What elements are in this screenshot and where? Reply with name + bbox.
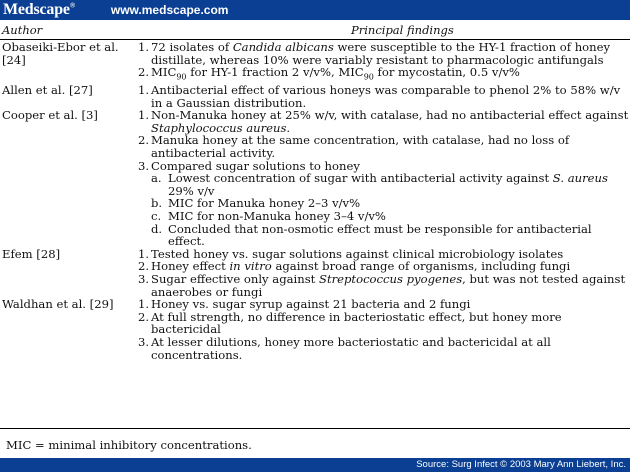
list-item bbox=[138, 66, 630, 84]
item-number: 1. bbox=[138, 40, 150, 54]
sub-item bbox=[151, 223, 630, 248]
item-text: At full strength, no difference in bacteriostatic effect, but honey more bactericidal bbox=[151, 309, 562, 337]
item-number: 2. bbox=[138, 65, 150, 80]
item-text: $MIC_{90}$ for HY-1 fraction 2 v/v%, $MIC_{90}$ for mycostatin, 0.5 v/v% bbox=[151, 65, 520, 82]
source-text: Source: Surg Infect © 2003 Mary Ann Liebert, Inc. bbox=[416, 459, 626, 470]
item-text: Sugar effective only against Streptococcus pyogenes, but was not tested against anaerobes or fungi bbox=[151, 272, 626, 299]
item-number: 3. bbox=[138, 334, 150, 349]
sub-item bbox=[151, 172, 630, 197]
author-cell: Cooper et al. [3] bbox=[2, 108, 98, 123]
sub-item bbox=[151, 210, 630, 223]
table-column-header bbox=[0, 21, 630, 39]
list-item bbox=[138, 109, 630, 134]
site-url[interactable]: www.medscape.com bbox=[110, 3, 229, 17]
author-cell: Efem [28] bbox=[2, 246, 61, 261]
logo-registered-mark: ® bbox=[69, 1, 75, 10]
sub-item-letter: a. bbox=[151, 171, 162, 186]
item-text: Manuka honey at the same concentration, with catalase, had no loss of antibacterial activity. bbox=[151, 133, 570, 161]
medscape-logo[interactable] bbox=[3, 1, 75, 19]
list-item bbox=[138, 273, 630, 298]
item-number: 1. bbox=[138, 246, 150, 261]
footnote: MIC = minimal inhibitory concentrations. bbox=[6, 438, 252, 452]
findings-column-header: Principal findings bbox=[351, 23, 454, 37]
table-row bbox=[0, 41, 630, 84]
header-bar bbox=[0, 0, 630, 20]
sub-item-text: Concluded that non-osmotic effect must be responsible for antibacterial effect. bbox=[168, 221, 592, 249]
item-number: 1. bbox=[138, 108, 150, 123]
list-item bbox=[138, 336, 630, 361]
sub-item-letter: d. bbox=[151, 221, 163, 236]
list-item bbox=[138, 84, 630, 109]
source-bar bbox=[0, 458, 630, 472]
findings-cell bbox=[138, 298, 630, 361]
table-row bbox=[0, 109, 630, 248]
item-number: 3. bbox=[138, 158, 150, 173]
table-row bbox=[0, 298, 630, 361]
list-item bbox=[138, 134, 630, 159]
item-text: Non-Manuka honey at 25% w/v, with catalase, had no antibacterial effect against Staphylococcus aureus. bbox=[151, 108, 629, 135]
item-number: 1. bbox=[138, 297, 150, 312]
item-number: 2. bbox=[138, 309, 150, 324]
author-cell: Obaseiki-Ebor et al. [24] bbox=[2, 40, 119, 67]
findings-table bbox=[0, 41, 630, 361]
item-text: Antibacterial effect of various honeys was comparable to phenol 2% to 58% w/v in a Gaussian distribution. bbox=[151, 83, 621, 110]
findings-cell bbox=[138, 109, 630, 248]
sub-item-text: MIC for Manuka honey 2–3 v/v% bbox=[168, 196, 361, 211]
list-item bbox=[138, 298, 630, 311]
item-text: Honey effect in vitro against broad range of organisms, including fungi bbox=[151, 259, 571, 274]
logo-text: Medscape bbox=[3, 1, 70, 18]
list-item bbox=[138, 311, 630, 336]
findings-cell bbox=[138, 248, 630, 298]
item-number: 2. bbox=[138, 133, 150, 148]
sub-item-letter: c. bbox=[151, 209, 162, 224]
list-item bbox=[138, 41, 630, 66]
item-text: Compared sugar solutions to honey bbox=[151, 158, 360, 173]
author-cell: Waldhan et al. [29] bbox=[2, 297, 114, 312]
item-text: At lesser dilutions, honey more bacteriostatic and bactericidal at all concentrations. bbox=[151, 334, 551, 362]
item-number: 2. bbox=[138, 259, 150, 274]
item-number: 1. bbox=[138, 83, 150, 98]
footer-rule bbox=[0, 428, 630, 429]
item-text: 72 isolates of Candida albicans were susceptible to the HY-1 fraction of honey distillate, whereas 10% were variably resistant to pharmacologic antifungals bbox=[151, 40, 611, 67]
findings-cell bbox=[138, 84, 630, 109]
sub-item-text: MIC for non-Manuka honey 3–4 v/v% bbox=[168, 209, 386, 224]
item-number: 3. bbox=[138, 272, 150, 286]
author-cell: Allen et al. [27] bbox=[2, 83, 93, 98]
sub-item-text: Lowest concentration of sugar with antibacterial activity against S. aureus 29% v/v bbox=[168, 171, 608, 198]
findings-cell bbox=[138, 41, 630, 84]
table-row bbox=[0, 84, 630, 109]
table-row bbox=[0, 248, 630, 298]
sub-item-letter: b. bbox=[151, 196, 163, 211]
item-text: Honey vs. sugar syrup against 21 bacteria and 2 fungi bbox=[151, 297, 471, 312]
author-column-header: Author bbox=[2, 23, 43, 37]
item-text: Tested honey vs. sugar solutions against clinical microbiology isolates bbox=[151, 246, 564, 261]
